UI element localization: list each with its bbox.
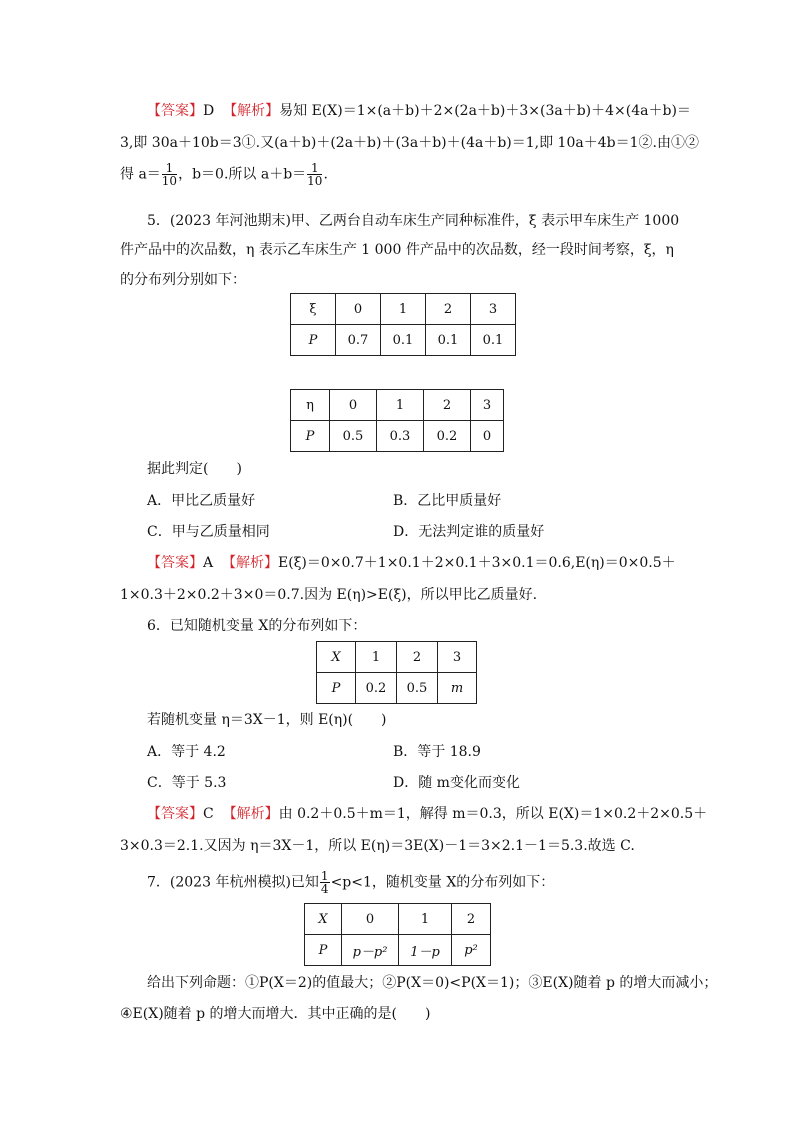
- table-cell: 3: [438, 642, 477, 673]
- table-header-row: [291, 294, 516, 325]
- x-distribution-table: [316, 641, 477, 704]
- fraction-numerator: 1: [162, 162, 177, 175]
- q5-prompt: 据此判定( ): [147, 461, 242, 477]
- table-cell: 1－p: [399, 935, 452, 966]
- table-cell: 2: [426, 294, 471, 325]
- table-cell: 1: [381, 294, 426, 325]
- table-cell: 1: [377, 390, 424, 421]
- q7-line-1: [147, 870, 554, 895]
- fraction: [162, 162, 177, 187]
- q5-line-2: 件产品中的次品数，η 表示乙车床生产 1 000 件产品中的次品数，经一段时间考察，ξ，η: [120, 242, 674, 258]
- table-header-row: [305, 904, 491, 935]
- table-cell: 0.1: [426, 325, 471, 356]
- answer-value: D: [203, 103, 215, 119]
- answer-label: 【答案】: [147, 806, 203, 822]
- fraction-denominator: 10: [161, 174, 178, 188]
- fraction: [320, 870, 330, 895]
- q6-prompt: 若随机变量 η＝3X－1，则 E(η)( ): [147, 712, 387, 728]
- analysis-label: 【解析】: [222, 555, 279, 571]
- q7-line-2: 给出下列命题：①P(X＝2)的值最大；②P(X＝0)<P(X＝1)；③E(X)随着 p 的增大而减小；: [147, 975, 718, 991]
- table-cell: 0: [336, 294, 381, 325]
- q6-option-d[interactable]: D．随 m变化而变化: [393, 775, 520, 791]
- q5-line-3: 的分布列分别如下：: [120, 272, 246, 288]
- table-cell: P: [305, 935, 342, 966]
- text-segment: 得 a＝: [120, 166, 161, 183]
- table-cell: η: [291, 390, 330, 421]
- table-cell: 0.2: [356, 673, 397, 704]
- q6-option-a[interactable]: A．等于 4.2: [147, 744, 226, 760]
- table-row: [291, 325, 516, 356]
- table-cell: P: [317, 673, 356, 704]
- answer-value: A: [203, 555, 214, 571]
- table-cell: 3: [471, 294, 516, 325]
- q5-answer-line-1: [147, 553, 676, 573]
- table-cell: X: [305, 904, 342, 935]
- table-cell: 0.2: [424, 421, 471, 452]
- table-header-row: [291, 390, 504, 421]
- fraction: [307, 162, 322, 187]
- text-segment: 7．(2023 年杭州模拟)已知: [147, 874, 319, 891]
- q5-option-d[interactable]: D．无法判定谁的质量好: [393, 524, 545, 540]
- table-cell: p－p²: [342, 935, 399, 966]
- answer-label: 【答案】: [147, 103, 203, 119]
- table-cell: X: [317, 642, 356, 673]
- table-header-row: [317, 642, 477, 673]
- q5-option-c[interactable]: C．甲与乙质量相同: [147, 524, 270, 540]
- table-cell: P: [291, 325, 336, 356]
- q4-answer-line-3: [120, 162, 328, 187]
- table-cell: 2: [397, 642, 438, 673]
- q6-option-c[interactable]: C．等于 5.3: [147, 775, 227, 791]
- q5-line-1: 5．(2023 年河池期末)甲、乙两台自动车床生产同种标准件，ξ 表示甲车床生产 1000: [147, 213, 680, 229]
- table-cell: 1: [399, 904, 452, 935]
- analysis-label: 【解析】: [223, 103, 280, 119]
- table-row: [305, 935, 491, 966]
- q7-line-3: ④E(X)随着 p 的增大而增大．其中正确的是( ): [120, 1006, 431, 1022]
- answer-label: 【答案】: [147, 555, 203, 571]
- table-cell: 3: [471, 390, 504, 421]
- fraction-denominator: 10: [307, 174, 323, 188]
- table-cell: 0.5: [330, 421, 377, 452]
- q5-option-b[interactable]: B．乙比甲质量好: [393, 493, 502, 509]
- q5-answer-line-2: 1×0.3＋2×0.2＋3×0＝0.7.因为 E(η)>E(ξ)，所以甲比乙质量好.: [120, 587, 538, 603]
- table-cell: 0.1: [471, 325, 516, 356]
- analysis-text: 易知 E(X)＝1×(a＋b)＋2×(2a＋b)＋3×(3a＋b)＋4×(4a＋b)＝: [279, 103, 691, 119]
- table-cell: 0.7: [336, 325, 381, 356]
- q4-answer-line-2: 3,即 30a＋10b＝3①.又(a＋b)＋(2a＋b)＋(3a＋b)＋(4a＋b)＝1,即 10a＋4b＝1②.由①②: [120, 135, 699, 151]
- analysis-label: 【解析】: [222, 806, 279, 822]
- q6-option-b[interactable]: B．等于 18.9: [393, 744, 481, 760]
- table-row: [291, 421, 504, 452]
- q6-answer-line-1: [147, 804, 707, 824]
- table-cell: 1: [356, 642, 397, 673]
- q4-answer-line-1: [147, 101, 691, 121]
- fraction-numerator: 1: [307, 162, 322, 175]
- answer-value: C: [203, 806, 214, 822]
- text-segment: <p<1，随机变量 X的分布列如下：: [330, 874, 555, 891]
- eta-distribution-table: [290, 389, 504, 452]
- q5-option-a[interactable]: A．甲比乙质量好: [147, 493, 256, 509]
- table-cell: 0: [471, 421, 504, 452]
- table-cell: 0.3: [377, 421, 424, 452]
- table-cell: m: [438, 673, 477, 704]
- q6-answer-line-2: 3×0.3＝2.1.又因为 η＝3X－1，所以 E(η)＝3E(X)－1＝3×2.1－1＝5.3.故选 C.: [120, 838, 635, 854]
- table-cell: 2: [452, 904, 491, 935]
- table-cell: 0: [342, 904, 399, 935]
- analysis-text: 由 0.2＋0.5＋m＝1，解得 m＝0.3，所以 E(X)＝1×0.2＋2×0.5＋: [278, 806, 708, 822]
- table-cell: 0.5: [397, 673, 438, 704]
- table-cell: P: [291, 421, 330, 452]
- table-cell: 0.1: [381, 325, 426, 356]
- text-segment: .: [323, 166, 328, 183]
- table-cell: 2: [424, 390, 471, 421]
- text-segment: ，b＝0.所以 a＋b＝: [178, 166, 307, 183]
- table-cell: 0: [330, 390, 377, 421]
- fraction-denominator: 4: [320, 882, 329, 896]
- x-distribution-table-p: [304, 903, 491, 966]
- analysis-text: E(ξ)＝0×0.7＋1×0.1＋2×0.1＋3×0.1＝0.6,E(η)＝0×0.5＋: [278, 555, 676, 571]
- table-row: [317, 673, 477, 704]
- table-cell: p²: [452, 935, 491, 966]
- xi-distribution-table: [290, 293, 516, 356]
- fraction-numerator: 1: [320, 869, 329, 883]
- table-cell: ξ: [291, 294, 336, 325]
- q6-line-1: 6．已知随机变量 X的分布列如下：: [147, 618, 367, 634]
